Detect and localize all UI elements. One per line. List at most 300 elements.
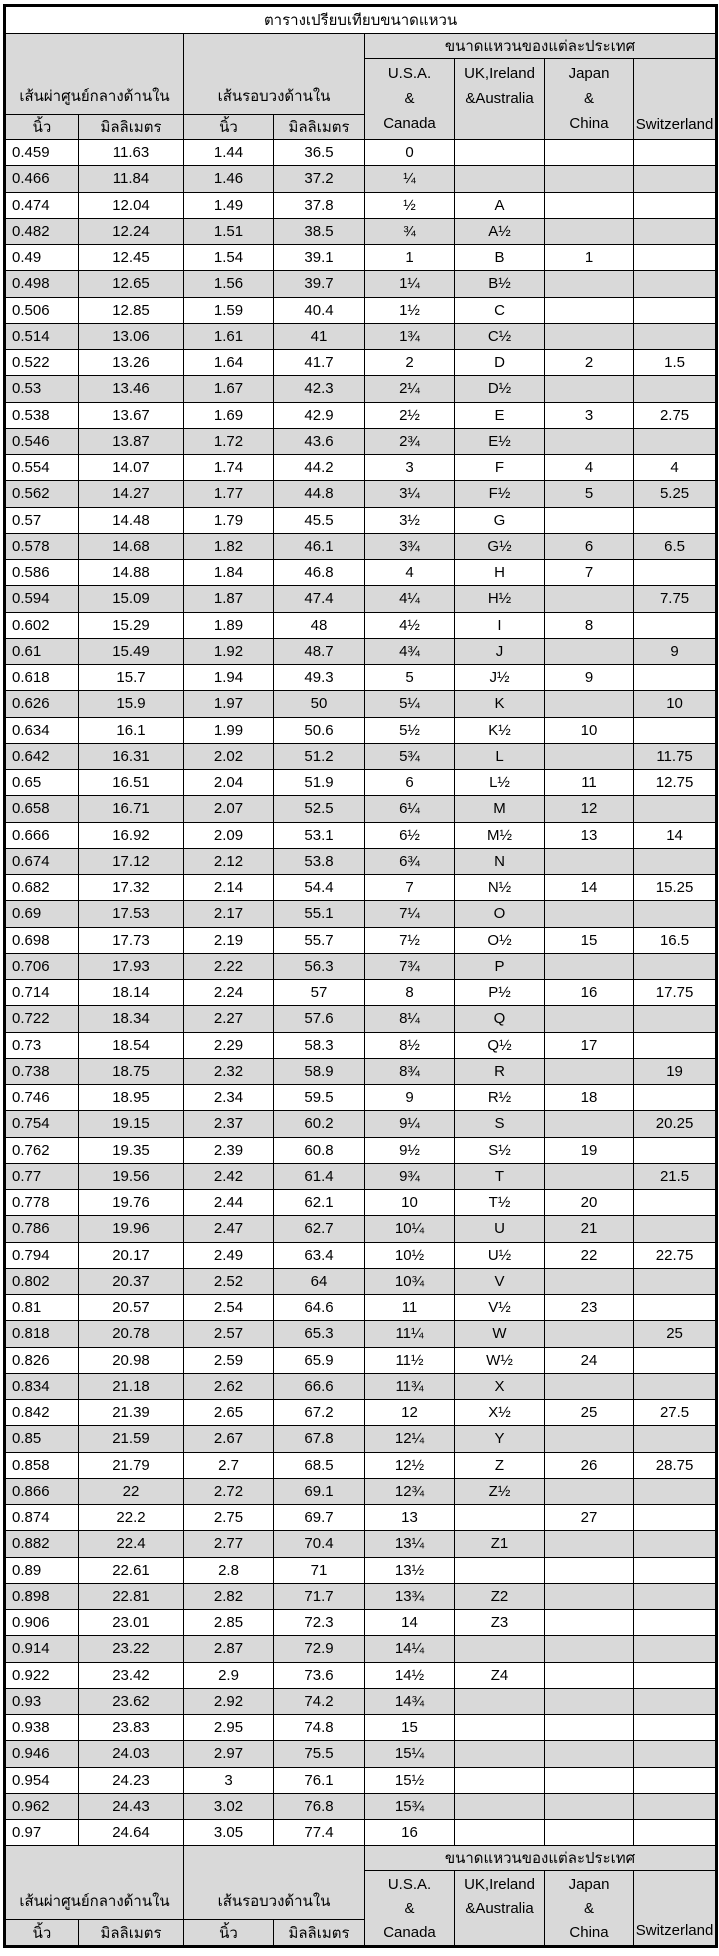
table-row <box>5 1137 717 1163</box>
usa-size-cell: 10¾ <box>365 1268 455 1294</box>
circumference-inch-cell: 2.9 <box>184 1662 274 1688</box>
circumference-inch-cell: 2.47 <box>184 1216 274 1242</box>
diameter-inch-cell: 0.89 <box>5 1557 79 1583</box>
diameter-mm-header: มิลลิเมตร <box>79 115 184 140</box>
diameter-mm-cell: 12.24 <box>79 218 184 244</box>
table-row <box>5 481 717 507</box>
diameter-inch-cell: 0.762 <box>5 1137 79 1163</box>
footer-usa-canada-header <box>365 1871 455 1947</box>
diameter-mm-cell: 17.32 <box>79 875 184 901</box>
swiss-size-cell: 11.75 <box>634 743 717 769</box>
usa-size-cell: 13½ <box>365 1557 455 1583</box>
diameter-mm-cell: 22.61 <box>79 1557 184 1583</box>
swiss-size-cell <box>634 140 717 166</box>
diameter-mm-cell: 18.75 <box>79 1058 184 1084</box>
diameter-inch-cell: 0.834 <box>5 1373 79 1399</box>
uk-size-cell: W <box>455 1321 545 1347</box>
diameter-mm-cell: 24.03 <box>79 1741 184 1767</box>
japan-size-cell <box>545 953 634 979</box>
usa-size-cell: 7¼ <box>365 901 455 927</box>
usa-size-cell: 14¼ <box>365 1636 455 1662</box>
japan-size-cell <box>545 901 634 927</box>
usa-size-cell: 2½ <box>365 402 455 428</box>
swiss-size-cell: 17.75 <box>634 980 717 1006</box>
uk-size-cell: U½ <box>455 1242 545 1268</box>
circumference-mm-cell: 60.2 <box>274 1111 365 1137</box>
circumference-inch-cell: 3.05 <box>184 1820 274 1846</box>
usa-size-cell: 9¾ <box>365 1163 455 1189</box>
diameter-mm-cell: 12.04 <box>79 192 184 218</box>
table-row <box>5 1032 717 1058</box>
circumference-mm-cell: 67.8 <box>274 1426 365 1452</box>
table-row <box>5 323 717 349</box>
usa-size-cell: 1½ <box>365 297 455 323</box>
diameter-mm-cell: 14.48 <box>79 507 184 533</box>
diameter-mm-cell: 13.46 <box>79 376 184 402</box>
usa-size-cell: 0 <box>365 140 455 166</box>
circumference-mm-cell: 60.8 <box>274 1137 365 1163</box>
footer-circumference-header: เส้นรอบวงด้านใน <box>184 1846 365 1920</box>
diameter-inch-cell: 0.658 <box>5 796 79 822</box>
diameter-inch-cell: 0.97 <box>5 1820 79 1846</box>
table-row <box>5 1373 717 1399</box>
japan-size-cell <box>545 691 634 717</box>
table-row <box>5 1242 717 1268</box>
japan-size-cell: 13 <box>545 822 634 848</box>
diameter-inch-cell: 0.922 <box>5 1662 79 1688</box>
diameter-mm-cell: 14.07 <box>79 455 184 481</box>
diameter-mm-cell: 21.59 <box>79 1426 184 1452</box>
usa-size-cell: 10¼ <box>365 1216 455 1242</box>
table-row <box>5 271 717 297</box>
diameter-inch-cell: 0.546 <box>5 428 79 454</box>
japan-size-cell <box>545 1268 634 1294</box>
uk-size-cell <box>455 1505 545 1531</box>
diameter-inch-cell: 0.938 <box>5 1715 79 1741</box>
swiss-size-cell: 27.5 <box>634 1400 717 1426</box>
uk-size-cell: B½ <box>455 271 545 297</box>
circumference-inch-cell: 1.77 <box>184 481 274 507</box>
table-row <box>5 1767 717 1793</box>
circumference-inch-cell: 2.12 <box>184 848 274 874</box>
japan-size-cell <box>545 192 634 218</box>
circumference-inch-cell: 1.87 <box>184 586 274 612</box>
diameter-inch-cell: 0.794 <box>5 1242 79 1268</box>
usa-size-cell: 3¾ <box>365 533 455 559</box>
table-row <box>5 192 717 218</box>
circumference-inch-cell: 2.07 <box>184 796 274 822</box>
diameter-mm-cell: 12.85 <box>79 297 184 323</box>
swiss-size-cell: 15.25 <box>634 875 717 901</box>
table-row <box>5 1426 717 1452</box>
uk-size-cell <box>455 1688 545 1714</box>
japan-size-cell <box>545 1426 634 1452</box>
japan-size-cell: 18 <box>545 1085 634 1111</box>
japan-size-cell <box>545 1793 634 1819</box>
diameter-inch-cell: 0.706 <box>5 953 79 979</box>
usa-size-cell: 8 <box>365 980 455 1006</box>
swiss-size-cell <box>634 612 717 638</box>
diameter-mm-cell: 17.53 <box>79 901 184 927</box>
diameter-inch-cell: 0.906 <box>5 1610 79 1636</box>
circumference-inch-cell: 3.02 <box>184 1793 274 1819</box>
diameter-inch-cell: 0.842 <box>5 1400 79 1426</box>
diameter-inch-cell: 0.682 <box>5 875 79 901</box>
circumference-mm-cell: 46.8 <box>274 560 365 586</box>
usa-size-cell: 4 <box>365 560 455 586</box>
diameter-inch-cell: 0.634 <box>5 717 79 743</box>
usa-size-cell: 6¾ <box>365 848 455 874</box>
footer-circumference-inch-header: นิ้ว <box>184 1920 274 1947</box>
table-row <box>5 560 717 586</box>
swiss-size-cell <box>634 1505 717 1531</box>
uk-size-cell <box>455 1715 545 1741</box>
uk-size-cell: D <box>455 350 545 376</box>
table-row <box>5 1295 717 1321</box>
table-row <box>5 1085 717 1111</box>
circumference-inch-cell: 2.87 <box>184 1636 274 1662</box>
swiss-size-cell <box>634 1820 717 1846</box>
table-row <box>5 901 717 927</box>
uk-size-cell: L½ <box>455 770 545 796</box>
circumference-mm-cell: 63.4 <box>274 1242 365 1268</box>
circumference-mm-cell: 62.7 <box>274 1216 365 1242</box>
table-row <box>5 140 717 166</box>
table-row <box>5 507 717 533</box>
diameter-mm-cell: 22.81 <box>79 1583 184 1609</box>
uk-size-cell: P <box>455 953 545 979</box>
usa-size-cell: 12½ <box>365 1452 455 1478</box>
swiss-size-cell <box>634 376 717 402</box>
usa-size-cell: ¾ <box>365 218 455 244</box>
uk-size-cell: V <box>455 1268 545 1294</box>
circumference-mm-cell: 77.4 <box>274 1820 365 1846</box>
uk-size-cell: U <box>455 1216 545 1242</box>
usa-size-cell: 8¾ <box>365 1058 455 1084</box>
circumference-mm-cell: 69.1 <box>274 1478 365 1504</box>
diameter-inch-cell: 0.77 <box>5 1163 79 1189</box>
circumference-inch-cell: 2.09 <box>184 822 274 848</box>
japan-size-cell: 25 <box>545 1400 634 1426</box>
uk-size-cell: C½ <box>455 323 545 349</box>
circumference-inch-cell: 1.92 <box>184 638 274 664</box>
circumference-mm-cell: 74.8 <box>274 1715 365 1741</box>
japan-size-cell <box>545 1373 634 1399</box>
japan-size-cell <box>545 428 634 454</box>
circumference-inch-cell: 2.22 <box>184 953 274 979</box>
japan-size-cell: 3 <box>545 402 634 428</box>
japan-size-cell <box>545 297 634 323</box>
uk-size-cell <box>455 1793 545 1819</box>
circumference-mm-cell: 71.7 <box>274 1583 365 1609</box>
diameter-inch-cell: 0.802 <box>5 1268 79 1294</box>
swiss-size-cell <box>634 192 717 218</box>
swiss-size-cell: 9 <box>634 638 717 664</box>
circumference-inch-cell: 1.72 <box>184 428 274 454</box>
table-row <box>5 1058 717 1084</box>
japan-size-cell <box>545 1636 634 1662</box>
circumference-mm-cell: 47.4 <box>274 586 365 612</box>
circumference-mm-cell: 51.2 <box>274 743 365 769</box>
circumference-mm-cell: 44.8 <box>274 481 365 507</box>
circumference-mm-cell: 50.6 <box>274 717 365 743</box>
usa-size-cell: 14½ <box>365 1662 455 1688</box>
japan-size-cell <box>545 507 634 533</box>
table-row <box>5 1478 717 1504</box>
swiss-size-cell: 16.5 <box>634 927 717 953</box>
japan-size-cell <box>545 1058 634 1084</box>
diameter-inch-cell: 0.65 <box>5 770 79 796</box>
diameter-mm-cell: 22 <box>79 1478 184 1504</box>
diameter-mm-cell: 16.71 <box>79 796 184 822</box>
japan-size-cell <box>545 1321 634 1347</box>
circumference-header: เส้นรอบวงด้านใน <box>184 34 365 115</box>
diameter-mm-cell: 23.42 <box>79 1662 184 1688</box>
table-row <box>5 1688 717 1714</box>
uk-size-cell: O½ <box>455 927 545 953</box>
footer-australia-label: &Australia <box>465 1900 534 1918</box>
circumference-mm-cell: 53.8 <box>274 848 365 874</box>
table-row <box>5 1268 717 1294</box>
diameter-mm-cell: 12.45 <box>79 245 184 271</box>
circumference-mm-cell: 62.1 <box>274 1190 365 1216</box>
usa-size-cell: 15 <box>365 1715 455 1741</box>
japan-size-cell: 26 <box>545 1452 634 1478</box>
usa-label: U.S.A. <box>387 65 432 82</box>
circumference-mm-header: มิลลิเมตร <box>274 115 365 140</box>
uk-size-cell: N <box>455 848 545 874</box>
japan-size-cell: 6 <box>545 533 634 559</box>
japan-size-cell <box>545 1820 634 1846</box>
uk-size-cell: M <box>455 796 545 822</box>
circumference-inch-cell: 1.99 <box>184 717 274 743</box>
swiss-size-cell <box>634 1032 717 1058</box>
japan-size-cell <box>545 638 634 664</box>
uk-ireland-australia-header <box>455 59 545 140</box>
diameter-mm-cell: 16.31 <box>79 743 184 769</box>
uk-size-cell: Z <box>455 1452 545 1478</box>
table-row <box>5 1216 717 1242</box>
circumference-inch-cell: 2.77 <box>184 1531 274 1557</box>
uk-size-cell: O <box>455 901 545 927</box>
table-row <box>5 1111 717 1137</box>
table-row <box>5 245 717 271</box>
swiss-size-cell: 20.25 <box>634 1111 717 1137</box>
circumference-inch-cell: 1.44 <box>184 140 274 166</box>
circumference-inch-cell: 1.51 <box>184 218 274 244</box>
diameter-mm-cell: 17.73 <box>79 927 184 953</box>
circumference-inch-cell: 1.97 <box>184 691 274 717</box>
table-row <box>5 717 717 743</box>
uk-size-cell: A <box>455 192 545 218</box>
circumference-inch-cell: 1.84 <box>184 560 274 586</box>
japan-size-cell <box>545 140 634 166</box>
circumference-mm-cell: 64.6 <box>274 1295 365 1321</box>
diameter-mm-cell: 20.37 <box>79 1268 184 1294</box>
uk-size-cell: F <box>455 455 545 481</box>
diameter-mm-cell: 13.87 <box>79 428 184 454</box>
circumference-mm-cell: 37.8 <box>274 192 365 218</box>
circumference-inch-cell: 2.44 <box>184 1190 274 1216</box>
diameter-mm-cell: 22.2 <box>79 1505 184 1531</box>
diameter-inch-cell: 0.85 <box>5 1426 79 1452</box>
circumference-mm-cell: 72.3 <box>274 1610 365 1636</box>
usa-size-cell: 5¼ <box>365 691 455 717</box>
circumference-mm-cell: 70.4 <box>274 1531 365 1557</box>
swiss-size-cell: 12.75 <box>634 770 717 796</box>
circumference-mm-cell: 71 <box>274 1557 365 1583</box>
footer-usa-label: U.S.A. <box>387 1876 432 1894</box>
diameter-inch-cell: 0.746 <box>5 1085 79 1111</box>
japan-size-cell: 15 <box>545 927 634 953</box>
table-row <box>5 822 717 848</box>
circumference-inch-cell: 2.57 <box>184 1321 274 1347</box>
circumference-mm-cell: 64 <box>274 1268 365 1294</box>
uk-size-cell: J <box>455 638 545 664</box>
footer-china-label: China <box>569 1924 609 1942</box>
diameter-mm-cell: 22.4 <box>79 1531 184 1557</box>
table-row <box>5 796 717 822</box>
usa-canada-header <box>365 59 455 140</box>
diameter-inch-cell: 0.562 <box>5 481 79 507</box>
diameter-inch-cell: 0.554 <box>5 455 79 481</box>
circumference-mm-cell: 45.5 <box>274 507 365 533</box>
usa-size-cell: 5¾ <box>365 743 455 769</box>
swiss-size-cell: 10 <box>634 691 717 717</box>
table-row <box>5 218 717 244</box>
japan-size-cell: 27 <box>545 1505 634 1531</box>
japan-size-cell <box>545 1557 634 1583</box>
circumference-mm-cell: 74.2 <box>274 1688 365 1714</box>
swiss-size-cell <box>634 1557 717 1583</box>
uk-size-cell <box>455 140 545 166</box>
diameter-inch-cell: 0.882 <box>5 1531 79 1557</box>
diameter-mm-cell: 14.88 <box>79 560 184 586</box>
uk-size-cell: Y <box>455 1426 545 1452</box>
swiss-size-cell <box>634 271 717 297</box>
table-body <box>5 140 717 1846</box>
usa-size-cell: 5 <box>365 665 455 691</box>
usa-size-cell: 2¼ <box>365 376 455 402</box>
diameter-mm-cell: 21.39 <box>79 1400 184 1426</box>
swiss-size-cell: 7.75 <box>634 586 717 612</box>
footer-japan-label: Japan <box>568 1876 610 1894</box>
swiss-size-cell: 19 <box>634 1058 717 1084</box>
table-row <box>5 350 717 376</box>
uk-size-cell: Z2 <box>455 1583 545 1609</box>
usa-size-cell: 13¾ <box>365 1583 455 1609</box>
table-row <box>5 1610 717 1636</box>
uk-size-cell: X½ <box>455 1400 545 1426</box>
circumference-inch-cell: 2.92 <box>184 1688 274 1714</box>
table-row <box>5 1636 717 1662</box>
table-row <box>5 297 717 323</box>
circumference-inch-cell: 2.24 <box>184 980 274 1006</box>
diameter-mm-cell: 20.78 <box>79 1321 184 1347</box>
circumference-mm-cell: 55.1 <box>274 901 365 927</box>
circumference-mm-cell: 76.1 <box>274 1767 365 1793</box>
japan-size-cell: 22 <box>545 1242 634 1268</box>
japan-size-cell <box>545 1531 634 1557</box>
uk-size-cell: Z3 <box>455 1610 545 1636</box>
diameter-mm-cell: 15.7 <box>79 665 184 691</box>
uk-size-cell <box>455 1741 545 1767</box>
footer-japan-amp: & <box>583 1900 594 1918</box>
swiss-size-cell: 6.5 <box>634 533 717 559</box>
usa-size-cell: 15¼ <box>365 1741 455 1767</box>
diameter-inch-header: นิ้ว <box>5 115 79 140</box>
diameter-mm-cell: 17.93 <box>79 953 184 979</box>
diameter-inch-cell: 0.618 <box>5 665 79 691</box>
japan-size-cell: 7 <box>545 560 634 586</box>
japan-size-cell: 1 <box>545 245 634 271</box>
diameter-inch-cell: 0.714 <box>5 980 79 1006</box>
diameter-mm-cell: 16.51 <box>79 770 184 796</box>
usa-size-cell: 11¾ <box>365 1373 455 1399</box>
uk-size-cell <box>455 1557 545 1583</box>
diameter-mm-cell: 21.18 <box>79 1373 184 1399</box>
usa-size-cell: 12¾ <box>365 1478 455 1504</box>
japan-size-cell <box>545 586 634 612</box>
table-row <box>5 455 717 481</box>
usa-size-cell: 3¼ <box>365 481 455 507</box>
usa-size-cell: 7¾ <box>365 953 455 979</box>
uk-size-cell: G <box>455 507 545 533</box>
diameter-inch-cell: 0.786 <box>5 1216 79 1242</box>
swiss-size-cell: 4 <box>634 455 717 481</box>
diameter-mm-cell: 23.01 <box>79 1610 184 1636</box>
circumference-inch-cell: 1.82 <box>184 533 274 559</box>
swiss-size-cell: 25 <box>634 1321 717 1347</box>
swiss-size-cell <box>634 1662 717 1688</box>
uk-size-cell: F½ <box>455 481 545 507</box>
swiss-size-cell <box>634 717 717 743</box>
diameter-inch-cell: 0.81 <box>5 1295 79 1321</box>
japan-size-cell: 11 <box>545 770 634 796</box>
usa-size-cell: 14 <box>365 1610 455 1636</box>
table-row <box>5 1741 717 1767</box>
footer-diameter-inch-header: นิ้ว <box>5 1920 79 1947</box>
circumference-inch-cell: 2.62 <box>184 1373 274 1399</box>
uk-size-cell: P½ <box>455 980 545 1006</box>
uk-size-cell: J½ <box>455 665 545 691</box>
footer-diameter-mm-header: มิลลิเมตร <box>79 1920 184 1947</box>
diameter-mm-cell: 20.98 <box>79 1347 184 1373</box>
circumference-mm-cell: 42.9 <box>274 402 365 428</box>
table-row <box>5 376 717 402</box>
uk-size-cell: K <box>455 691 545 717</box>
japan-china-header <box>545 59 634 140</box>
circumference-mm-cell: 36.5 <box>274 140 365 166</box>
uk-size-cell: Z4 <box>455 1662 545 1688</box>
uk-ireland-label: UK,Ireland <box>464 65 535 82</box>
table-row <box>5 848 717 874</box>
table-row <box>5 612 717 638</box>
usa-size-cell: ½ <box>365 192 455 218</box>
circumference-mm-cell: 51.9 <box>274 770 365 796</box>
swiss-size-cell: 28.75 <box>634 1452 717 1478</box>
japan-size-cell: 20 <box>545 1190 634 1216</box>
uk-size-cell: X <box>455 1373 545 1399</box>
uk-size-cell: Q <box>455 1006 545 1032</box>
circumference-mm-cell: 58.9 <box>274 1058 365 1084</box>
japan-size-cell <box>545 1006 634 1032</box>
usa-size-cell: 15½ <box>365 1767 455 1793</box>
circumference-inch-cell: 1.74 <box>184 455 274 481</box>
circumference-inch-cell: 2.59 <box>184 1347 274 1373</box>
swiss-size-cell <box>634 1610 717 1636</box>
diameter-mm-cell: 19.15 <box>79 1111 184 1137</box>
